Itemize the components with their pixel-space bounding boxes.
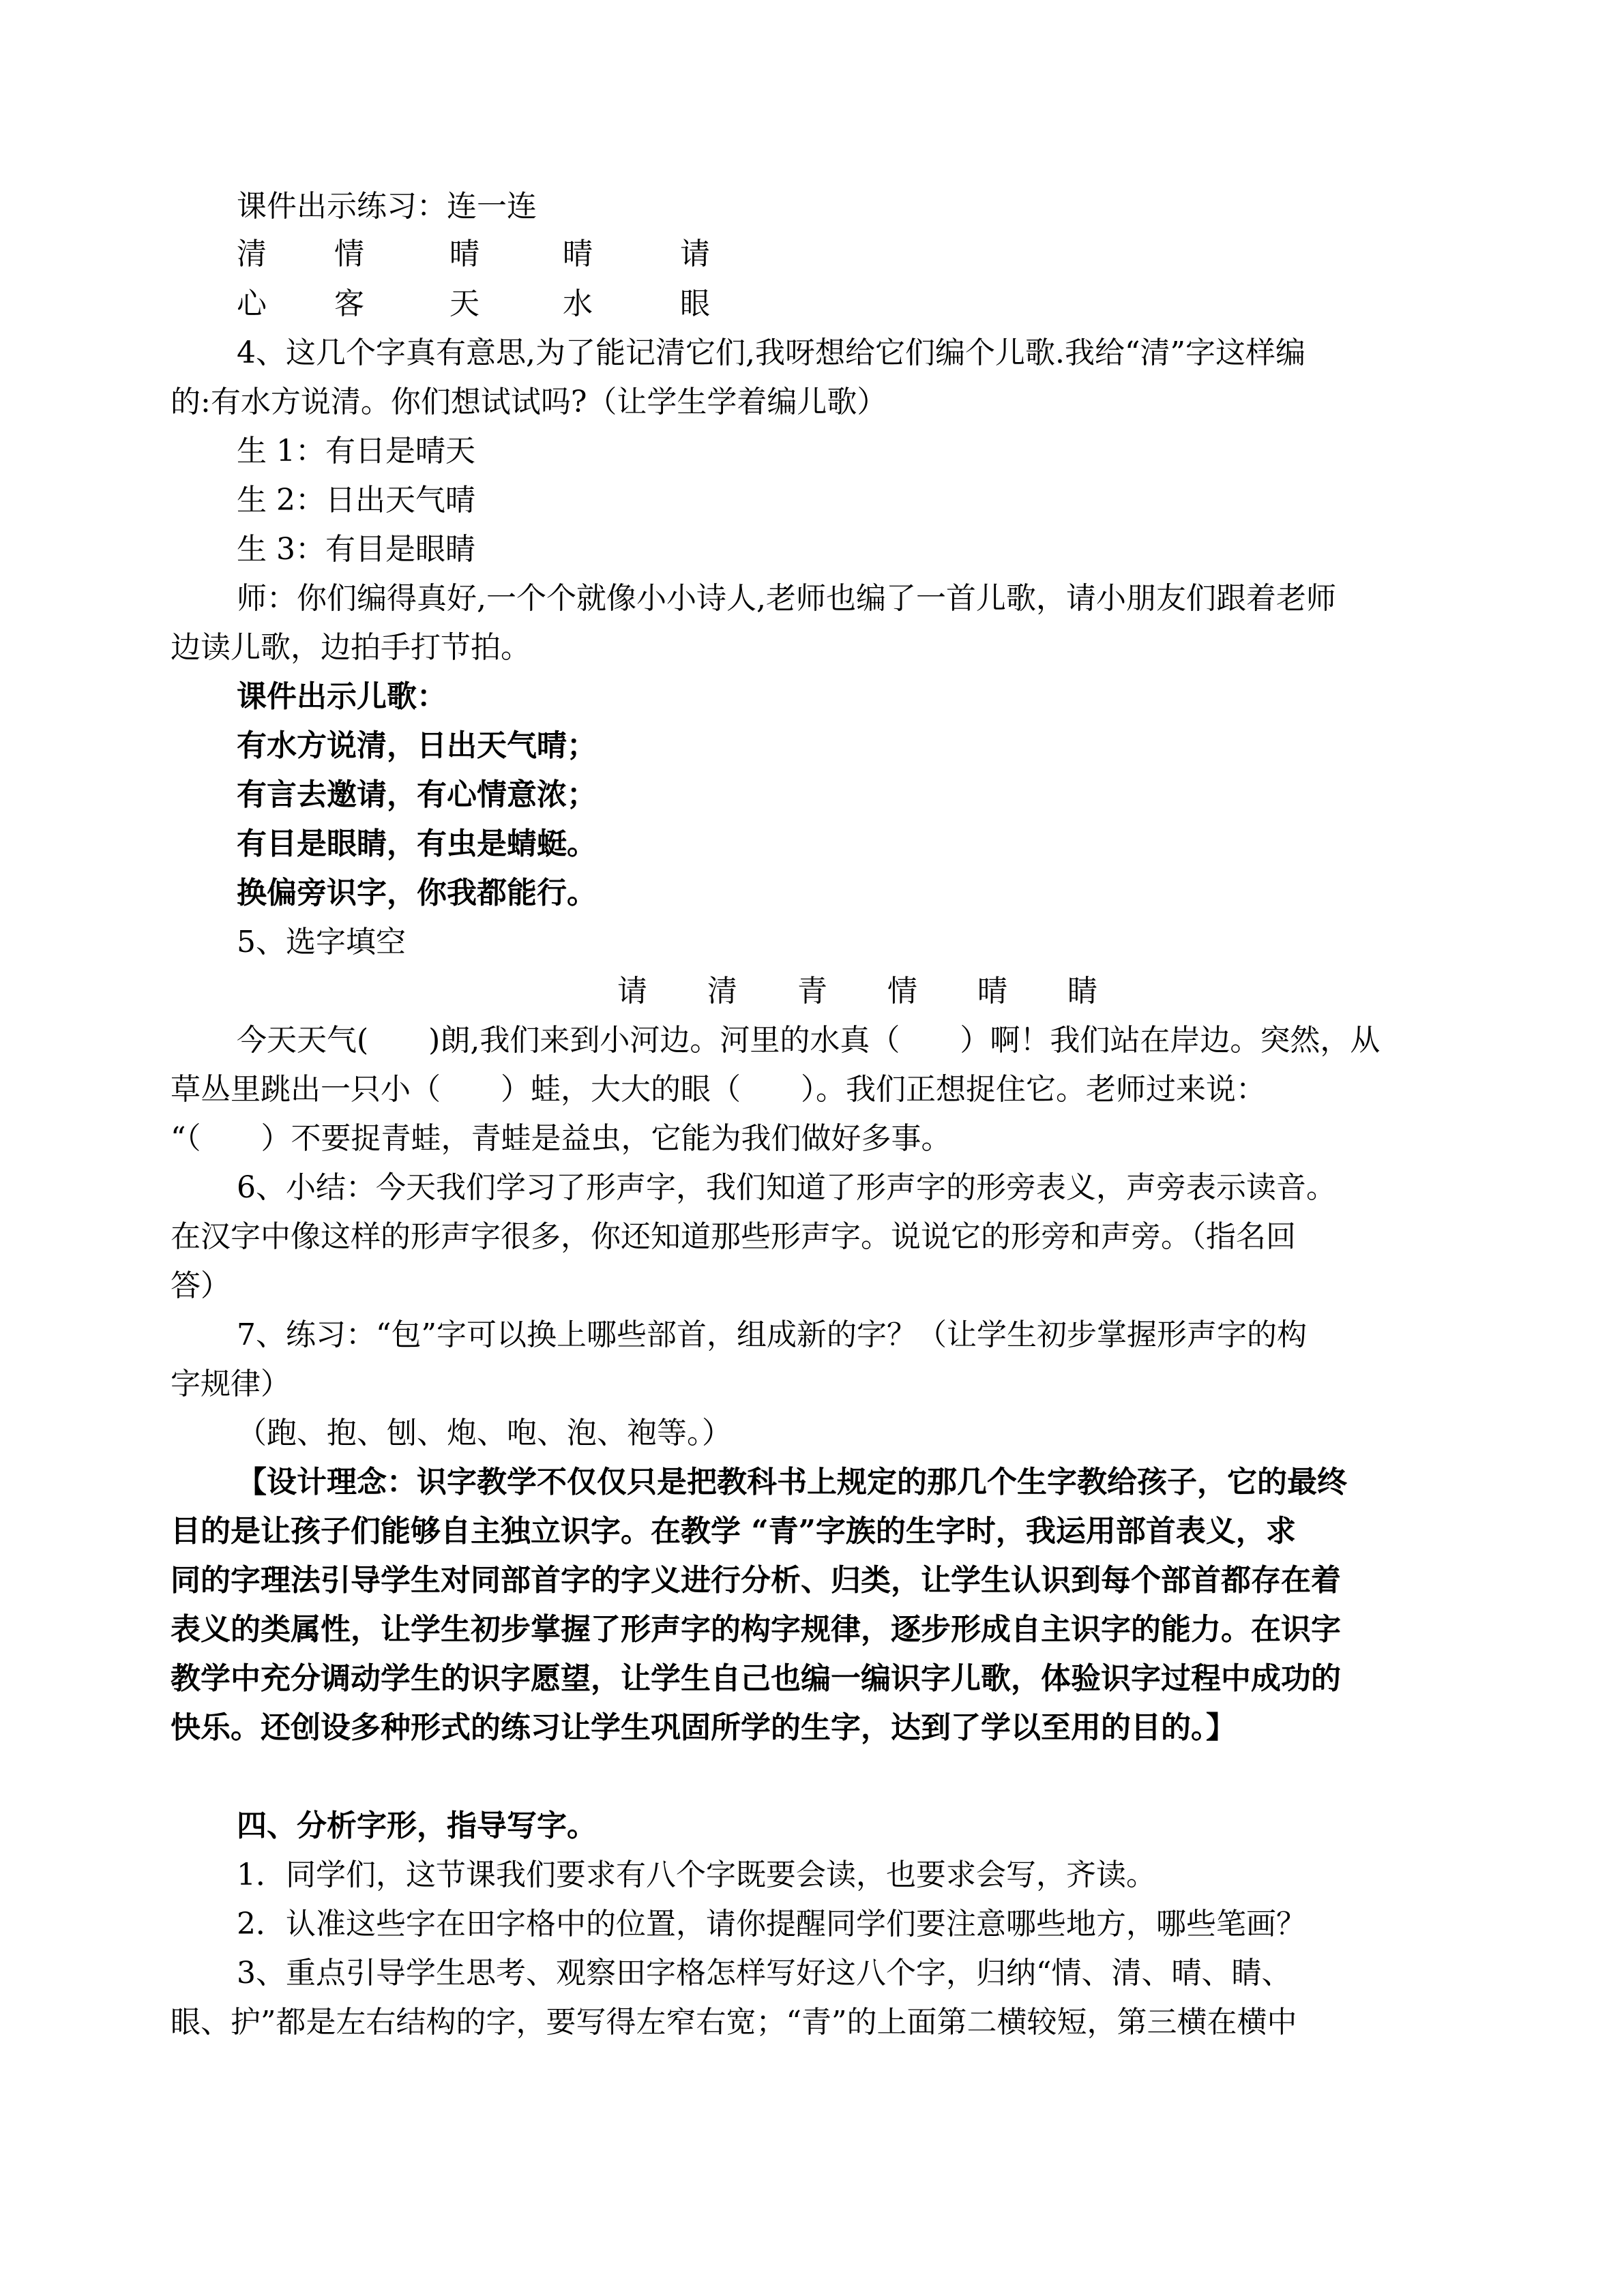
match-char: 天	[449, 286, 479, 321]
teacher-line-1: 师：你们编得真好,一个个就像小小诗人,老师也编了一首儿歌，请小朋友们跟着老师	[237, 581, 1336, 616]
writing-step-3-line-1: 3、重点引导学生思考、观察田字格怎样写好这八个字，归纳“情、清、晴、睛、	[237, 1956, 1292, 1991]
exercise-title: 课件出示练习：连一连	[237, 189, 537, 224]
match-char: 客	[334, 286, 364, 321]
section-4-heading: 四、分析字形，指导写字。	[237, 1808, 597, 1843]
match-char: 眼	[680, 286, 710, 321]
paragraph-4-line-1: 4、这几个字真有意思,为了能记清它们,我呀想给它们编个儿歌.我给“清”字这样编	[237, 336, 1305, 370]
song-line-3: 有目是眼睛，有虫是蜻蜓。	[237, 826, 597, 861]
design-concept-line-5: 教学中充分调动学生的识字愿望，让学生自己也编一编识字儿歌，体验识字过程中成功的	[171, 1661, 1341, 1696]
paragraph-7-line-3: （跑、抱、刨、炮、咆、泡、袍等。）	[237, 1416, 732, 1450]
song-line-1: 有水方说清，日出天气晴；	[237, 728, 597, 763]
match-char: 请	[680, 237, 710, 271]
paragraph-4-line-2: 的:有水方说清。你们想试试吗?（让学生学着编儿歌）	[171, 385, 887, 419]
paragraph-5-title: 5、选字填空	[237, 925, 406, 959]
match-char: 晴	[563, 237, 593, 271]
paragraph-6-line-2: 在汉字中像这样的形声字很多，你还知道那些形声字。说说它的形旁和声旁。（指名回	[171, 1219, 1296, 1254]
paragraph-6-line-1: 6、小结：今天我们学习了形声字，我们知道了形声字的形旁表义，声旁表示读音。	[237, 1170, 1336, 1205]
writing-step-3-line-2: 眼、护”都是左右结构的字，要写得左窄右宽；“青”的上面第二横较短，第三横在横中	[171, 2005, 1297, 2040]
writing-step-2: 2．认准这些字在田字格中的位置，请你提醒同学们要注意哪些地方，哪些笔画？	[237, 1907, 1306, 1941]
design-concept-line-4: 表义的类属性，让学生初步掌握了形声字的构字规律，逐步形成自主识字的能力。在识字	[171, 1612, 1341, 1647]
paragraph-7-line-2: 字规律）	[171, 1367, 291, 1401]
design-concept-line-3: 同的字理法引导学生对同部首字的字义进行分析、归类，让学生认识到每个部首都存在着	[171, 1563, 1341, 1598]
design-concept-line-1: 【设计理念：识字教学不仅仅只是把教科书上规定的那几个生字教给孩子，它的最终	[237, 1465, 1347, 1500]
match-char: 晴	[449, 237, 479, 271]
song-title: 课件出示儿歌：	[237, 679, 447, 714]
match-char: 情	[334, 237, 364, 271]
match-char: 心	[237, 286, 267, 321]
writing-step-1: 1．同学们，这节课我们要求有八个字既要会读，也要求会写，齐读。	[237, 1858, 1156, 1892]
student-answer-3: 生 3：有目是眼睛	[237, 532, 475, 567]
fill-blank-line-3: “（ ）不要捉青蛙，青蛙是益虫，它能为我们做好多事。	[171, 1121, 951, 1156]
design-concept-line-6: 快乐。还创设多种形式的练习让学生巩固所学的生字，达到了学以至用的目的。】	[171, 1710, 1236, 1745]
teacher-line-2: 边读儿歌，边拍手打节拍。	[171, 630, 531, 665]
design-concept-line-2: 目的是让孩子们能够自主独立识字。在教学 “青”字族的生字时，我运用部首表义，求	[171, 1514, 1296, 1549]
choice-characters: 请 清 青 情 晴 睛	[617, 974, 1097, 1009]
song-line-4: 换偏旁识字，你我都能行。	[237, 876, 597, 910]
student-answer-1: 生 1：有日是晴天	[237, 434, 475, 468]
student-answer-2: 生 2：日出天气晴	[237, 483, 475, 518]
paragraph-6-line-3: 答）	[171, 1268, 231, 1303]
fill-blank-line-1: 今天天气( )朗,我们来到小河边。河里的水真（ ）啊！我们站在岸边。突然，从	[237, 1023, 1381, 1058]
fill-blank-line-2: 草丛里跳出一只小（ ）蛙，大大的眼（ ）。我们正想捉住它。老师过来说：	[171, 1072, 1266, 1107]
paragraph-7-line-1: 7、练习：“包”字可以换上哪些部首，组成新的字？（让学生初步掌握形声字的构	[237, 1317, 1307, 1352]
match-char: 水	[563, 286, 593, 321]
match-char: 清	[237, 237, 267, 271]
song-line-2: 有言去邀请，有心情意浓；	[237, 777, 597, 812]
